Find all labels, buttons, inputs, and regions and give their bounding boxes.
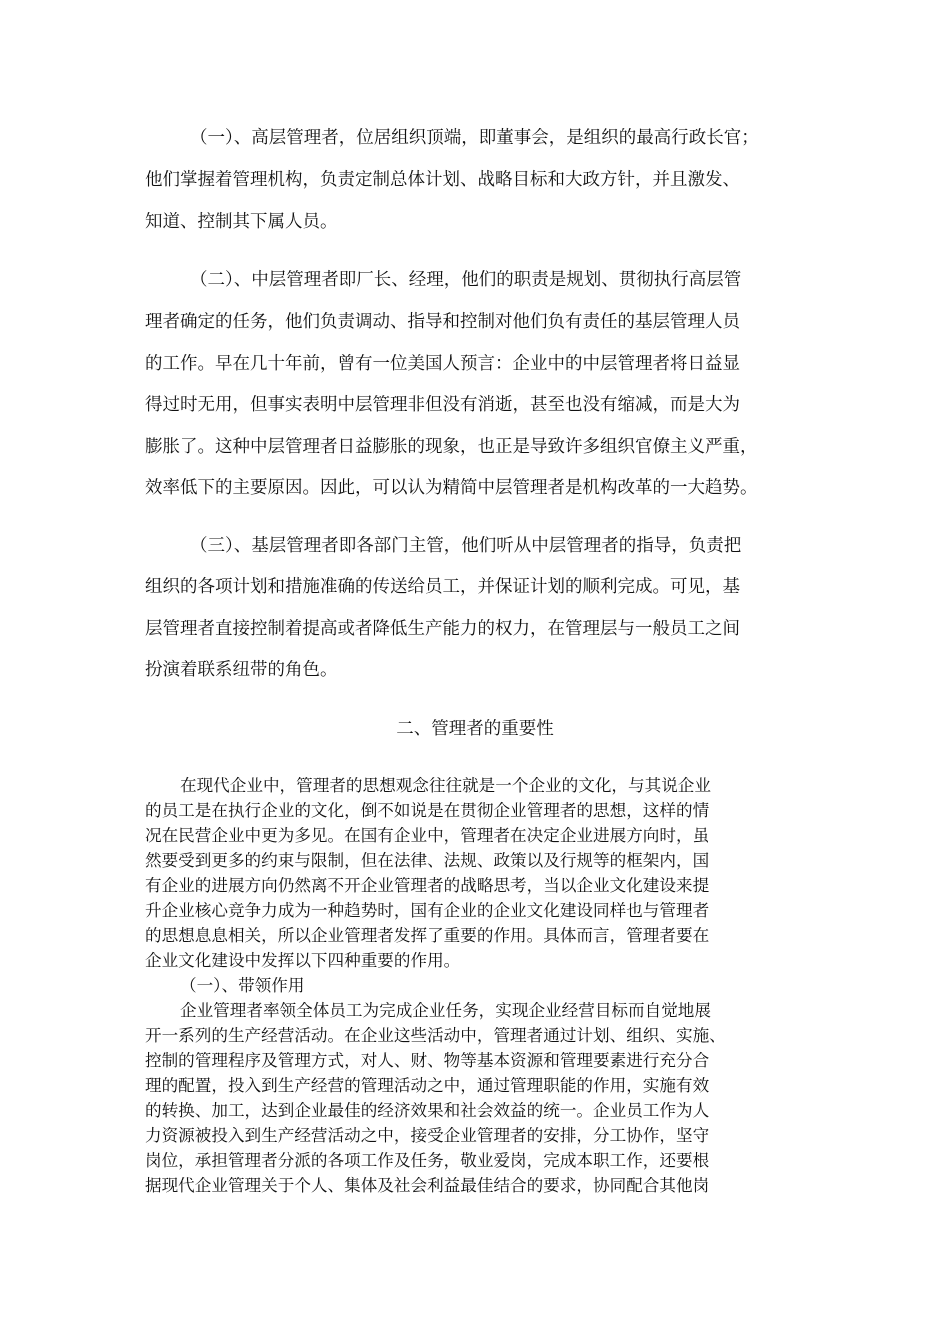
text-line: 效率低下的主要原因。因此，可以认为精简中层管理者是机构改革的一大趋势。 [145,478,758,498]
text-line: 企业管理者率领全体员工为完成企业任务，实现企业经营目标而自觉地展 [180,1001,711,1020]
text-line: 企业文化建设中发挥以下四种重要的作用。 [145,951,461,970]
text-line: 层管理者直接控制着提高或者降低生产能力的权力，在管理层与一般员工之间 [145,619,740,639]
text-line: 升企业核心竞争力成为一种趋势时，国有企业的企业文化建设同样也与管理者 [145,901,710,920]
text-line: 据现代企业管理关于个人、集体及社会利益最佳结合的要求，协同配合其他岗 [145,1176,710,1195]
text-line: 况在民营企业中更为多见。在国有企业中，管理者在决定企业进展方向时，虽 [145,826,710,845]
text-line: 组织的各项计划和措施准确的传送给员工，并保证计划的顺利完成。可见，基 [145,577,740,597]
text-line: 有企业的进展方向仍然离不开企业管理者的战略思考，当以企业文化建设来提 [145,876,710,895]
text-line: 开一系列的生产经营活动。在企业这些活动中，管理者通过计划、组织、实施、 [145,1026,726,1045]
subheading-text: （一）、带领作用 [180,976,305,995]
text-line: 的员工是在执行企业的文化，倒不如说是在贯彻企业管理者的思想，这样的情 [145,801,710,820]
text-line: 膨胀了。这种中层管理者日益膨胀的现象，也正是导致许多组织官僚主义严重， [145,437,758,457]
text-line: 在现代企业中，管理者的思想观念往往就是一个企业的文化，与其说企业 [180,776,711,795]
text-line: 理者确定的任务，他们负责调动、指导和控制对他们负有责任的基层管理人员 [145,312,740,332]
text-line: 扮演着联系纽带的角色。 [145,660,338,680]
text-line: 岗位，承担管理者分派的各项工作及任务，敬业爱岗，完成本职工作，还要根 [145,1151,710,1170]
text-line: 的思想息息相关，所以企业管理者发挥了重要的作用。具体而言，管理者要在 [145,926,710,945]
text-line: （三）、基层管理者即各部门主管，他们听从中层管理者的指导，负责把 [190,536,742,556]
text-line: 理的配置，投入到生产经营的管理活动之中，通过管理职能的作用，实施有效 [145,1076,710,1095]
text-line: 知道、控制其下属人员。 [145,212,338,232]
text-line: （二）、中层管理者即厂长、经理，他们的职责是规划、贯彻执行高层管 [190,270,742,290]
text-line: 力资源被投入到生产经营活动之中，接受企业管理者的安排，分工协作，坚守 [145,1126,710,1145]
text-line: （一）、高层管理者，位居组织顶端，即董事会，是组织的最高行政长官； [190,128,759,148]
text-line: 他们掌握着管理机构，负责定制总体计划、战略目标和大政方针，并且激发、 [145,170,740,190]
text-line: 的工作。早在几十年前，曾有一位美国人预言：企业中的中层管理者将日益显 [145,354,740,374]
text-line: 得过时无用，但事实表明中层管理非但没有消逝，甚至也没有缩减，而是大为 [145,395,740,415]
text-line: 控制的管理程序及管理方式，对人、财、物等基本资源和管理要素进行充分合 [145,1051,710,1070]
text-line: 的转换、加工，达到企业最佳的经济效果和社会效益的统一。企业员工作为人 [145,1101,710,1120]
text-line: 然要受到更多的约束与限制，但在法律、法规、政策以及行规等的框架内，国 [145,851,710,870]
section-heading: 二、管理者的重要性 [396,719,554,739]
